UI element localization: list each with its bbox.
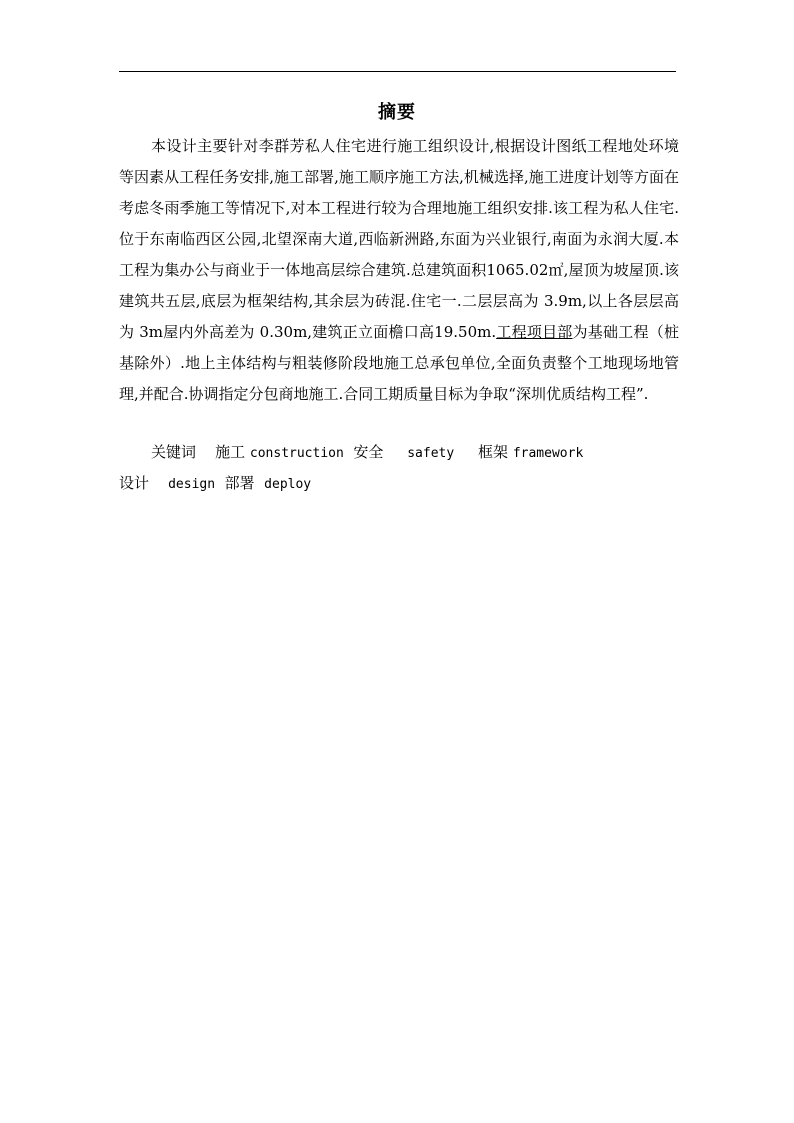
abstract-underlined-term: 工程项目部 <box>496 323 573 341</box>
keyword-zh: 部署 <box>224 474 255 492</box>
keywords-line-1 <box>151 437 583 469</box>
keyword-en: construction <box>249 446 344 461</box>
keyword-en: safety <box>407 446 455 461</box>
keyword-zh: 施工 <box>215 443 246 461</box>
header-rule <box>119 71 676 72</box>
keyword-zh: 安全 <box>353 443 384 461</box>
page-title: 摘要 <box>378 102 416 123</box>
keywords-label: 关键词 <box>151 443 197 461</box>
keyword-zh: 框架 <box>478 443 509 461</box>
abstract-paragraph <box>119 131 679 410</box>
abstract-text-part1: 本设计主要针对李群芳私人住宅进行施工组织设计,根据设计图纸工程地处环境等因素从工程任务安排,施工部署,施工顺序施工方法,机械选择,施工进度计划等方面在考虑冬雨季施工等情况下,对本工程进行较为合理地施工组织安排.该工程为私人住宅.位于东南临西区公园,北望深南大道,西临新洲路,东面为兴业银行,南面为永润大厦.本工程为集办公与商业于一体地高层综合建筑.总建筑面积1065.02㎡,屋顶为坡屋顶.该建筑共五层,底层为框架结构,其余层为砖混.住宅一.二层层高为 3.9m,以上各层层高为 3m屋内外高差为 0.30m,建筑正立面檐口高19.50m. <box>119 137 679 341</box>
keyword-en: deploy <box>264 477 312 492</box>
abstract-text-part2: 为基础工程（桩基除外）.地上主体结构与粗装修阶段地施工总承包单位,全面负责整个工地现场地管理,并配合.协调指定分包商地施工.合同工期质量目标为争取“深圳优质结构工程”. <box>119 323 679 403</box>
keywords-line-2 <box>119 468 311 500</box>
keyword-en: design <box>168 477 216 492</box>
keyword-zh: 设计 <box>119 474 150 492</box>
keyword-en: framework <box>512 446 584 461</box>
